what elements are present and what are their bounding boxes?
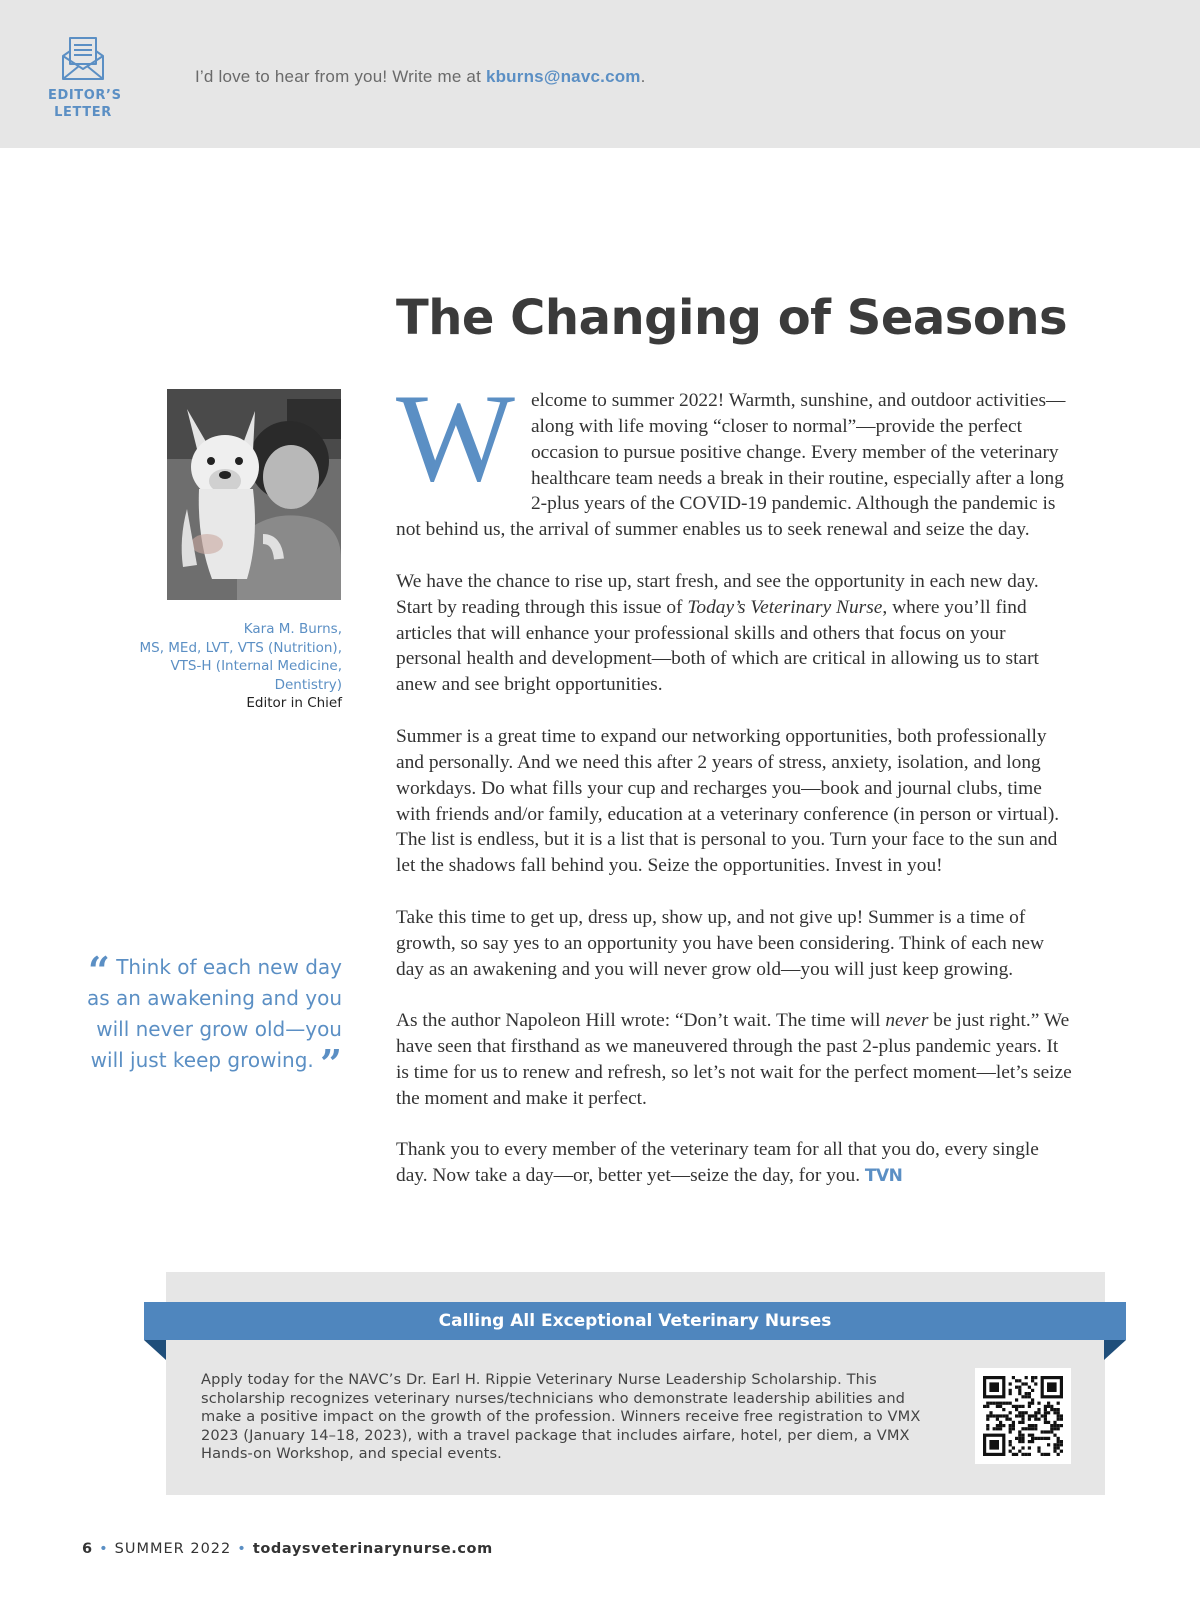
ribbon-fold-right (1104, 1340, 1126, 1360)
section-label-line1: EDITOR’S (48, 88, 122, 103)
author-credentials-1: MS, MEd, LVT, VTS (Nutrition), (139, 639, 342, 656)
paragraph-1 (396, 369, 1072, 543)
tvn-end-mark: TVN (864, 1166, 903, 1187)
section-label (48, 87, 122, 121)
paragraph-4: Take this time to get up, dress up, show up, and not give up! Summer is a time of growth, so say yes to an opportunity you have been considering. Think of each new day as an awakening and you will never grow old—you will just keep growing. (396, 906, 1045, 980)
page-footer (82, 1541, 493, 1557)
qr-code-icon[interactable] (975, 1368, 1071, 1464)
article-body (396, 369, 1072, 1216)
paragraph-6 (396, 1137, 1072, 1190)
page-number: 6 (82, 1541, 94, 1557)
contact-intro: I’d love to hear from you! Write me at (195, 67, 486, 86)
author-credentials-3: Dentistry) (274, 676, 342, 693)
paragraph-5 (396, 1008, 1072, 1111)
pull-quote (86, 948, 342, 1086)
author-role: Editor in Chief (246, 695, 342, 712)
ribbon-fold-left (144, 1340, 166, 1360)
pull-quote-text: Think of each new day as an awakening and you will never grow old—you will just keep growing. (86, 955, 342, 1072)
author-name: Kara M. Burns, (243, 621, 342, 637)
paragraph-3: Summer is a great time to expand our networking opportunities, both professionally and personally. And we need this after 2 years of stress, anxiety, isolation, and long workdays. Do what fills your cup and recharges you—book and journal clubs, time with friends and/or family, education at a veterinary conference (in person or virtual). The list is endless, but it is a list that is personal to you. Turn your face to the sun and let the shadows fall behind you. Seize the opportunities. Invest in you! (396, 725, 1060, 877)
open-quote-icon: “ (88, 948, 110, 993)
section-label-line2: LETTER (54, 105, 112, 120)
scholarship-heading: Calling All Exceptional Veterinary Nurses (144, 1302, 1126, 1340)
author-byline (100, 620, 342, 713)
drop-cap: W (396, 369, 515, 508)
header-band (0, 0, 1200, 148)
paragraph-2 (396, 569, 1072, 698)
paragraph-2-text-b: , where you’ll find articles that will enhance your professional skills and others that focus on your personal health and development—both of which are critical in allowing us to start anew and see bright opportunities. (396, 596, 1039, 696)
close-quote-icon: ” (320, 1041, 342, 1086)
separator-dot: • (237, 1541, 247, 1557)
article-title: The Changing of Seasons (396, 290, 1068, 346)
website-link[interactable]: todaysveterinarynurse.com (252, 1541, 493, 1557)
emphasis-never: never (885, 1010, 929, 1032)
email-link[interactable]: kburns@navc.com (485, 67, 641, 86)
contact-period: . (640, 67, 646, 86)
separator-dot: • (99, 1541, 109, 1557)
author-credentials-2: VTS-H (Internal Medicine, (170, 658, 342, 675)
contact-line (195, 67, 646, 87)
publication-name: Today’s Veterinary Nurse (687, 596, 883, 618)
paragraph-5-text-b: be just right.” We have seen that firsthand as we maneuvered through the past 2-plus pandemic years. It is time for us to renew and refresh, so let’s not wait for the perfect moment—let’s seize the moment and make it perfect. (396, 1010, 1072, 1109)
issue-label: SUMMER 2022 (114, 1541, 232, 1557)
scholarship-text: Apply today for the NAVC’s Dr. Earl H. Rippie Veterinary Nurse Leadership Scholarship. This scholarship recognizes veterinary nurses/technicians who demonstrate leadership abilities and make a positive impact on the growth of the profession. Winners receive free registration to VMX 2023 (January 14–18, 2023), with a travel package that includes airfare, hotel, per diem, a VMX Hands-on Workshop, and special events. (201, 1371, 921, 1463)
paragraph-1-text: elcome to summer 2022! Warmth, sunshine, and outdoor activities—along with life moving “closer to normal”—provide the perfect occasion to pursue positive change. Every member of the veterinary healthcare team needs a break in their routine, especially after a long 2-plus years of the COVID-19 pandemic. Although the pandemic is not behind us, the arrival of summer enables us to seek renewal and seize the day. (396, 390, 1066, 541)
paragraph-5-text-a: As the author Napoleon Hill wrote: “Don’t wait. The time will (396, 1010, 886, 1032)
paragraph-6-text: Thank you to every member of the veterinary team for all that you do, every single day. Now take a day—or, better yet—seize the day, for you. (396, 1139, 1039, 1187)
author-photo (167, 389, 341, 600)
envelope-letter-icon (60, 36, 106, 82)
paragraph-2-text-a: We have the chance to rise up, start fresh, and see the opportunity in each new day. Start by reading through this issue of (396, 570, 1039, 618)
